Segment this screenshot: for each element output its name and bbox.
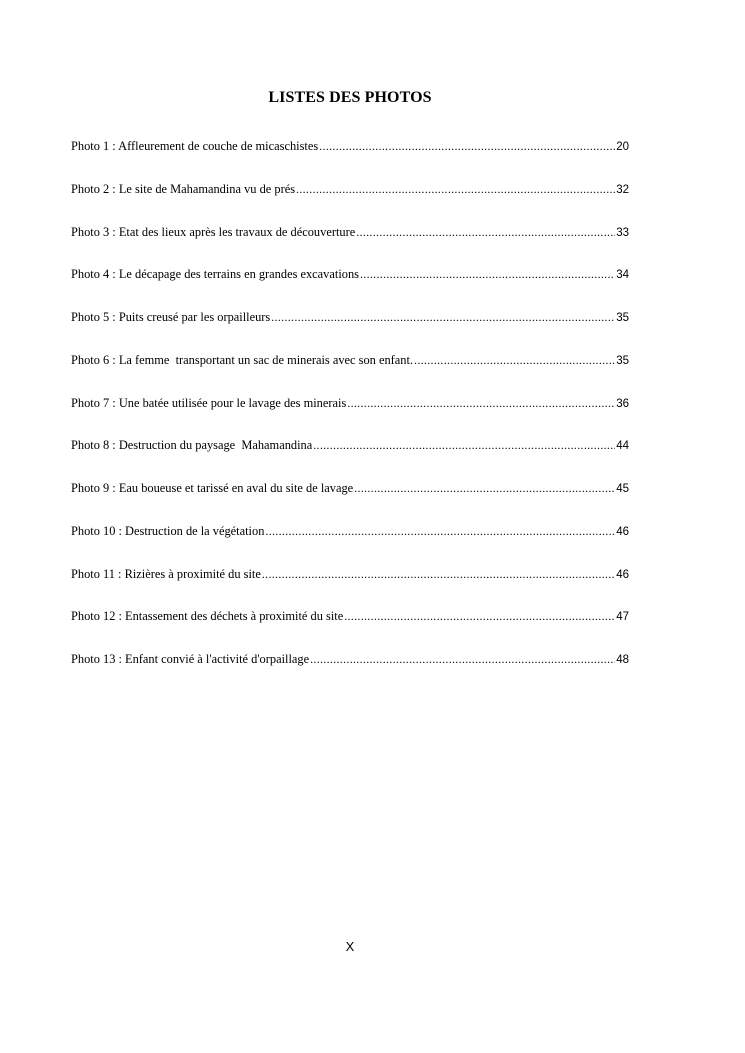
toc-entry-label: Photo 7 : Une batée utilisée pour le lavage des minerais bbox=[71, 395, 347, 410]
toc-entry bbox=[71, 649, 629, 669]
toc-entry bbox=[71, 179, 629, 199]
toc-entry bbox=[71, 393, 629, 413]
toc-entry-page: 44 bbox=[616, 440, 629, 453]
toc-entry-page: 35 bbox=[616, 312, 629, 324]
dot-leader bbox=[262, 564, 615, 584]
toc-entry-page: 36 bbox=[616, 397, 629, 410]
toc-entry bbox=[71, 478, 629, 498]
toc-entry bbox=[71, 521, 629, 541]
toc-entry-page: 46 bbox=[616, 525, 629, 538]
toc-entry-label: Photo 8 : Destruction du paysage Mahamandina bbox=[71, 438, 313, 453]
toc-entry-label: Photo 1 : Affleurement de couche de micaschistes bbox=[71, 139, 319, 153]
toc-entry-page: 20 bbox=[616, 141, 629, 153]
toc-entry-label: Photo 13 : Enfant convié à l'activité d'orpaillage bbox=[71, 652, 310, 666]
dot-leader bbox=[356, 222, 615, 242]
toc-entry bbox=[71, 350, 629, 370]
toc-entry-page: 34 bbox=[616, 269, 629, 282]
toc-entry-page: 47 bbox=[616, 611, 629, 624]
dot-leader bbox=[347, 393, 615, 413]
toc-entry-label: Photo 2 : Le site de Mahamandina vu de prés bbox=[71, 181, 296, 196]
toc-entry-label: Photo 9 : Eau boueuse et tarissé en aval du site de lavage bbox=[71, 481, 354, 495]
toc-entry-label: Photo 6 : La femme transportant un sac de minerais avec son enfant. bbox=[71, 352, 414, 367]
dot-leader bbox=[310, 649, 615, 669]
toc-entry-label: Photo 3 : Etat des lieux après les travaux de découverture bbox=[71, 224, 356, 239]
toc-entry bbox=[71, 606, 629, 626]
page-title: LISTES DES PHOTOS bbox=[268, 89, 432, 106]
dot-leader bbox=[319, 136, 615, 156]
toc-entry-label: Photo 10 : Destruction de la végétation bbox=[71, 523, 265, 538]
toc-entry-label: Photo 11 : Rizières à proximité du site bbox=[71, 566, 261, 581]
toc-entry bbox=[71, 564, 629, 584]
dot-leader bbox=[344, 606, 615, 626]
photo-list bbox=[71, 136, 629, 692]
toc-entry bbox=[71, 264, 629, 284]
page-number: X bbox=[345, 939, 355, 954]
dot-leader bbox=[265, 521, 615, 541]
toc-entry bbox=[71, 307, 629, 327]
toc-entry-page: 32 bbox=[616, 183, 629, 196]
dot-leader bbox=[313, 435, 615, 455]
toc-entry bbox=[71, 222, 629, 242]
toc-entry bbox=[71, 136, 629, 156]
toc-entry-page: 45 bbox=[616, 483, 629, 495]
toc-entry-page: 33 bbox=[616, 226, 629, 239]
dot-leader bbox=[271, 307, 615, 327]
toc-entry-page: 35 bbox=[616, 354, 629, 367]
toc-entry-label: Photo 12 : Entassement des déchets à proximité du site bbox=[71, 609, 344, 624]
toc-entry-page: 46 bbox=[616, 568, 629, 581]
dot-leader bbox=[360, 264, 615, 284]
dot-leader bbox=[296, 179, 615, 199]
toc-entry-page: 48 bbox=[616, 654, 629, 666]
toc-entry-label: Photo 4 : Le décapage des terrains en grandes excavations bbox=[71, 267, 359, 282]
dot-leader bbox=[354, 478, 615, 498]
toc-entry bbox=[71, 435, 629, 455]
toc-entry-label: Photo 5 : Puits creusé par les orpailleurs bbox=[71, 310, 271, 324]
dot-leader bbox=[414, 350, 615, 370]
